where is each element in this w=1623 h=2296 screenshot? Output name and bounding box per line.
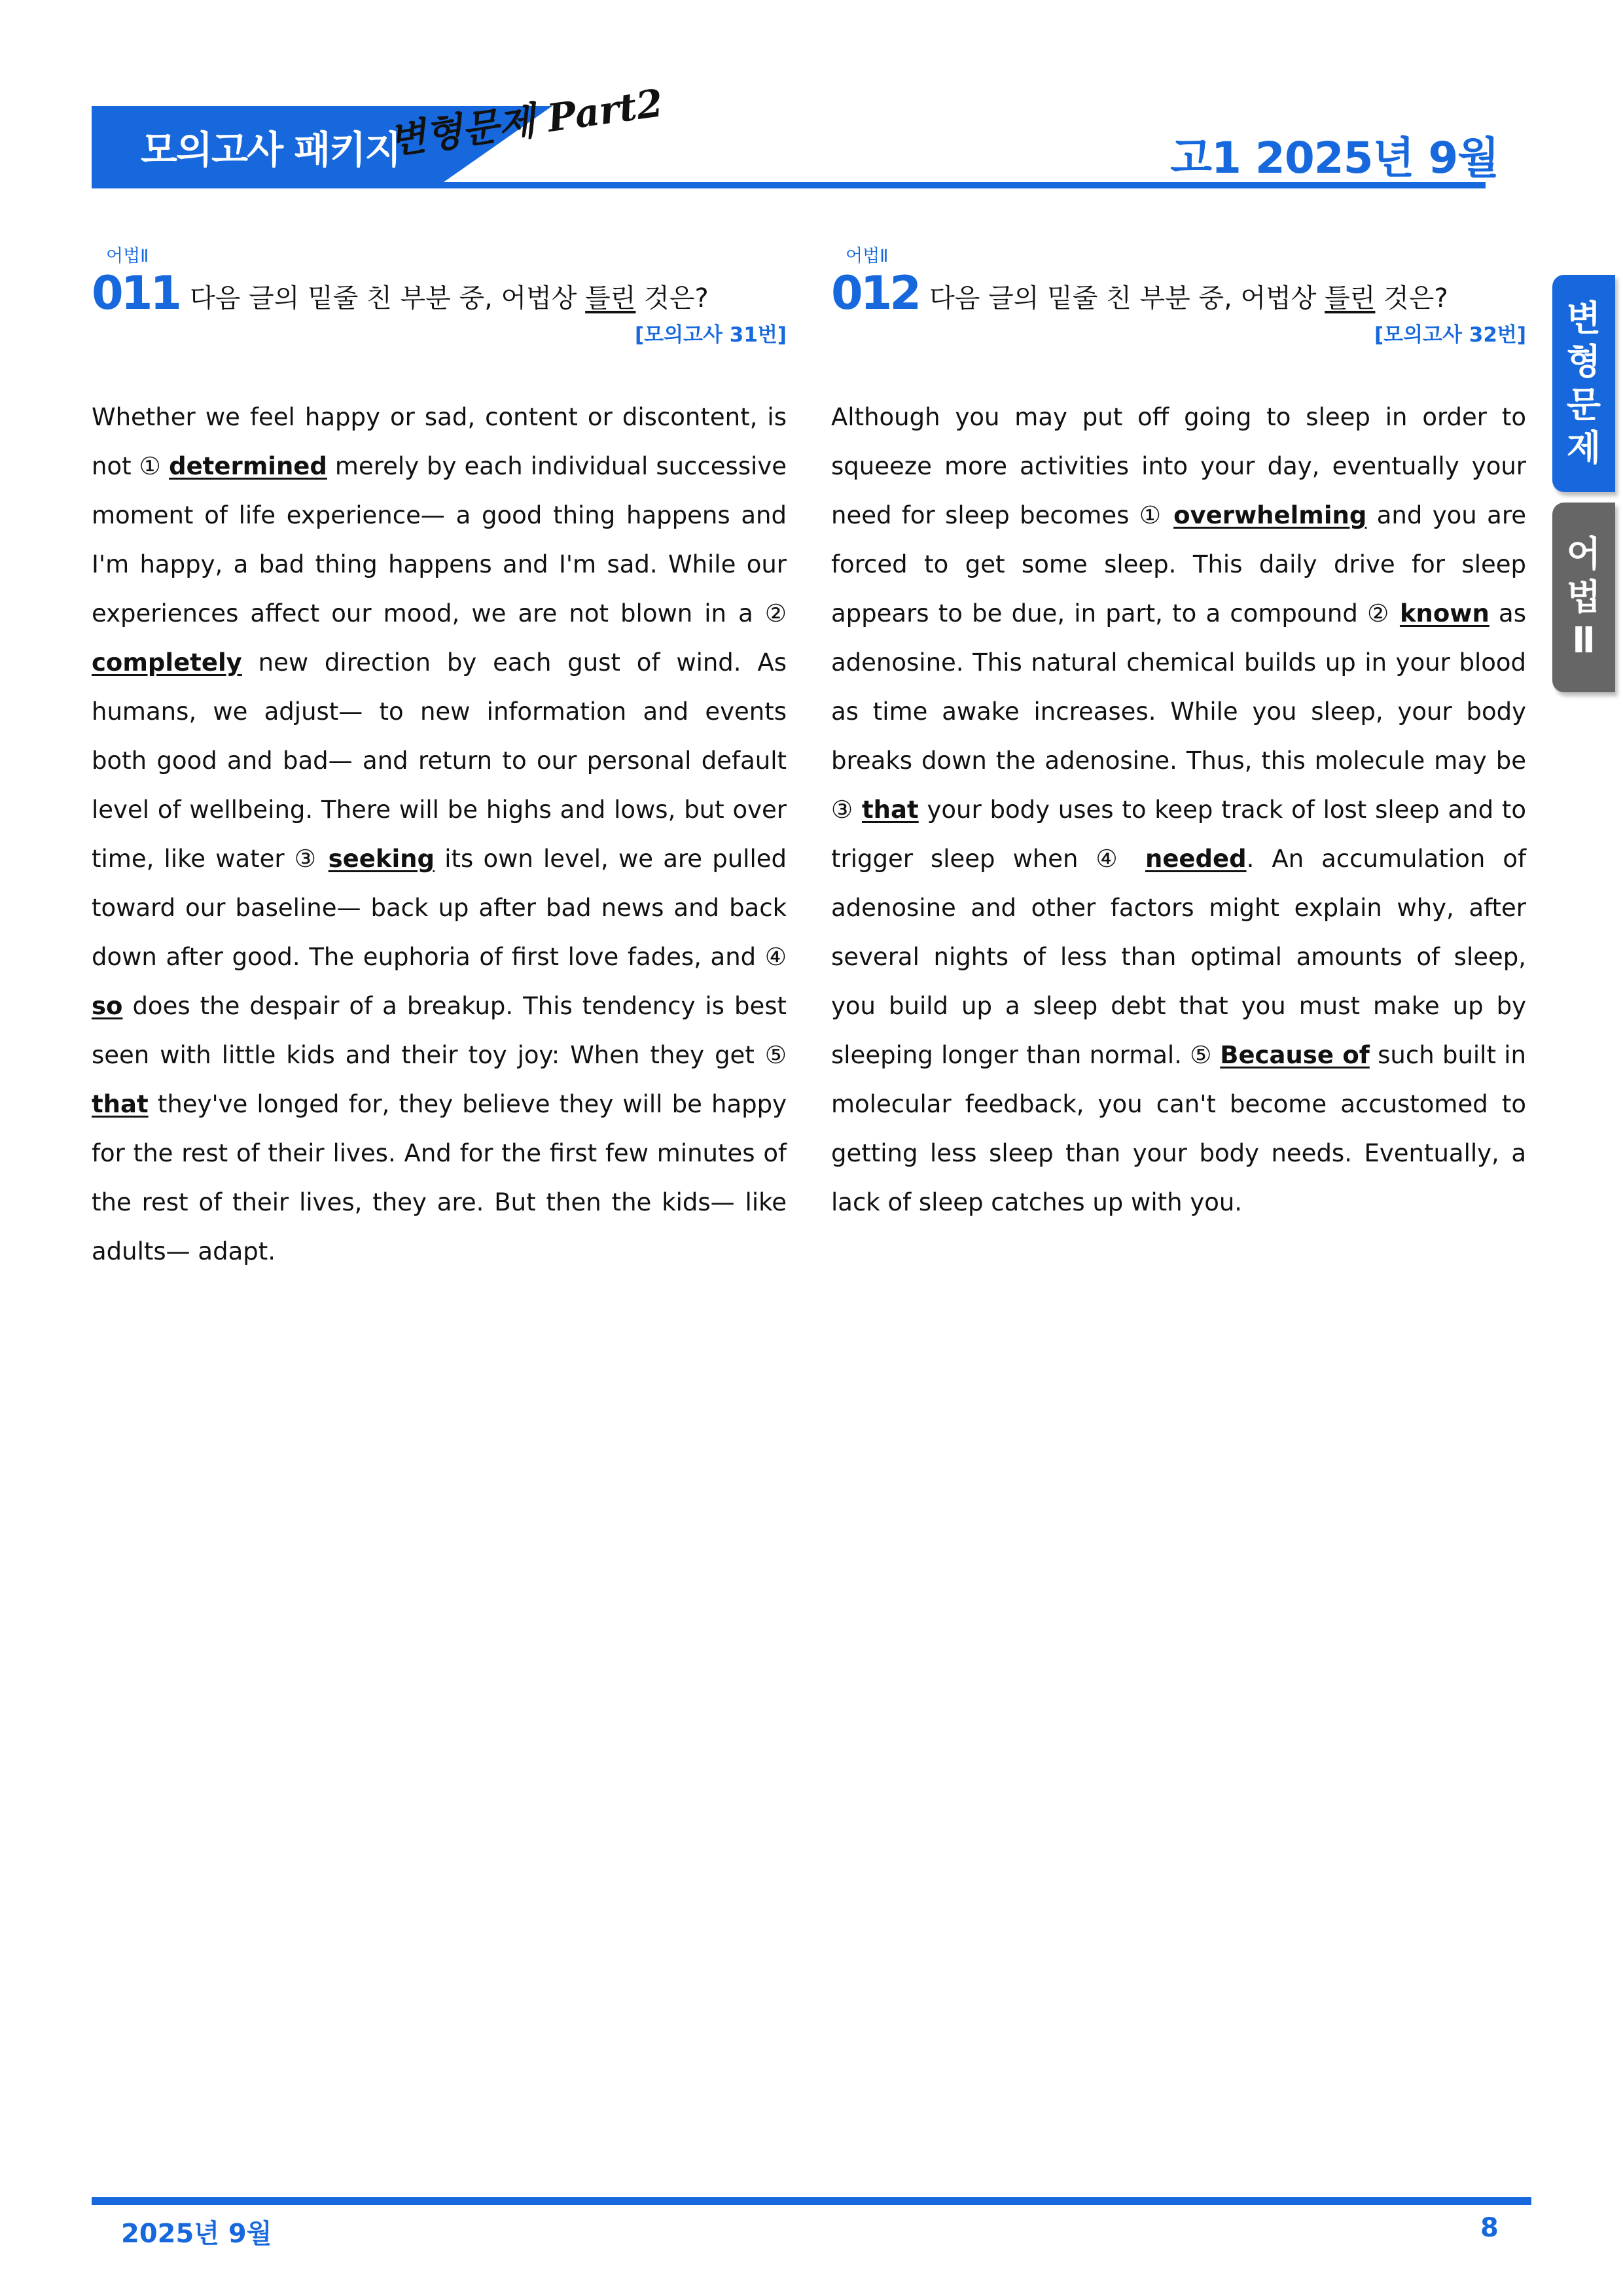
- question-012: [831, 243, 1526, 1227]
- question-category: 어법Ⅱ: [846, 246, 889, 266]
- side-tab-grammar[interactable]: [1552, 503, 1615, 692]
- underlined-choice: so: [92, 992, 123, 1020]
- question-number: 011: [92, 266, 180, 320]
- side-tab-char: 제: [1566, 427, 1601, 468]
- underlined-choice: determined: [169, 452, 327, 480]
- underlined-choice: that: [862, 796, 919, 824]
- prompt-underlined-word: 틀린: [585, 283, 636, 313]
- passage-segment: Although you may put off going to sleep in order to squeeze more activities into your day, eventually your need for sleep becomes ①: [831, 403, 1526, 529]
- side-tab-char: 형: [1566, 341, 1601, 382]
- passage-segment: your body uses to keep track of lost sleep and to trigger sleep when ④: [831, 796, 1526, 873]
- passage-segment: Whether we feel happy or sad, content or discontent, is not ①: [92, 403, 787, 480]
- page-number: 8: [1480, 2213, 1499, 2243]
- passage-segment: they've longed for, they believe they will be happy for the rest of their lives. And for the first few minutes of the rest of their lives, they are. But then the kids— like adults— adapt.: [92, 1090, 787, 1265]
- side-tab-char: 어: [1566, 533, 1601, 574]
- header-exam-label: 고1 2025년 9월: [1170, 133, 1499, 183]
- side-tab-char: 변: [1566, 298, 1601, 339]
- side-tab-char: Ⅱ: [1572, 620, 1596, 661]
- footer-rule: [92, 2197, 1531, 2205]
- passage-segment: . An accumulation of adenosine and other factors might explain why, after several nights of less than optimal amounts of sleep, you build up a sleep debt that you must make up by sleeping longer than normal. ⑤: [831, 845, 1526, 1069]
- question-prompt: 다음 글의 밑줄 친 부분 중, 어법상 틀린 것은?: [929, 283, 1448, 313]
- question-header: [831, 266, 1526, 320]
- passage-segment: its own level, we are pulled toward our baseline— back up after bad news and back down after good. The euphoria of first love fades, and ④: [92, 845, 787, 971]
- question-source: [모의고사 32번]: [1374, 323, 1526, 347]
- question-number: 012: [831, 266, 919, 320]
- passage-segment: and you are forced to get some sleep. This daily drive for sleep appears to be due, in part, to a compound ②: [831, 501, 1526, 627]
- question-header: [92, 266, 787, 320]
- side-tab-char: 법: [1566, 576, 1601, 618]
- passage-segment: merely by each individual successive moment of life experience— a good thing happens and I'm happy, a bad thing happens and I'm sad. While our experiences affect our mood, we are not blown in a ②: [92, 452, 787, 627]
- underlined-choice: that: [92, 1090, 149, 1118]
- passage-text: [92, 393, 787, 1276]
- question-prompt: 다음 글의 밑줄 친 부분 중, 어법상 틀린 것은?: [190, 283, 709, 313]
- passage-segment: such built in molecular feedback, you can't become accustomed to getting less sleep than your body needs. Eventually, a lack of sleep catches up with you.: [831, 1041, 1526, 1216]
- passage-segment: new direction by each gust of wind. As humans, we adjust— to new information and events both good and bad— and return to our personal default level of wellbeing. There will be highs and lows, but over time, like water ③: [92, 648, 787, 873]
- header-title: 모의고사 패키지: [141, 128, 401, 172]
- underlined-choice: overwhelming: [1173, 501, 1367, 529]
- side-tab-char: 문: [1566, 384, 1601, 425]
- footer-date: 2025년 9월: [121, 2219, 272, 2249]
- question-source: [모의고사 31번]: [635, 323, 787, 347]
- underlined-choice: needed: [1145, 845, 1247, 873]
- passage-text: [831, 393, 1526, 1227]
- prompt-underlined-word: 틀린: [1325, 283, 1376, 313]
- underlined-choice: completely: [92, 648, 242, 677]
- question-category: 어법Ⅱ: [106, 246, 149, 266]
- passage-segment: does the despair of a breakup. This tendency is best seen with little kids and their toy joy: When they get ⑤: [92, 992, 787, 1069]
- side-tab-variant[interactable]: [1552, 275, 1615, 492]
- underlined-choice: Because of: [1220, 1041, 1370, 1069]
- passage-segment: as adenosine. This natural chemical builds up in your blood as time awake increases. While you sleep, your body breaks down the adenosine. Thus, this molecule may be ③: [831, 599, 1526, 824]
- underlined-choice: seeking: [328, 845, 435, 873]
- header-subtitle: 변형문제 Part2: [386, 80, 666, 164]
- question-011: [92, 243, 787, 1276]
- underlined-choice: known: [1399, 599, 1489, 627]
